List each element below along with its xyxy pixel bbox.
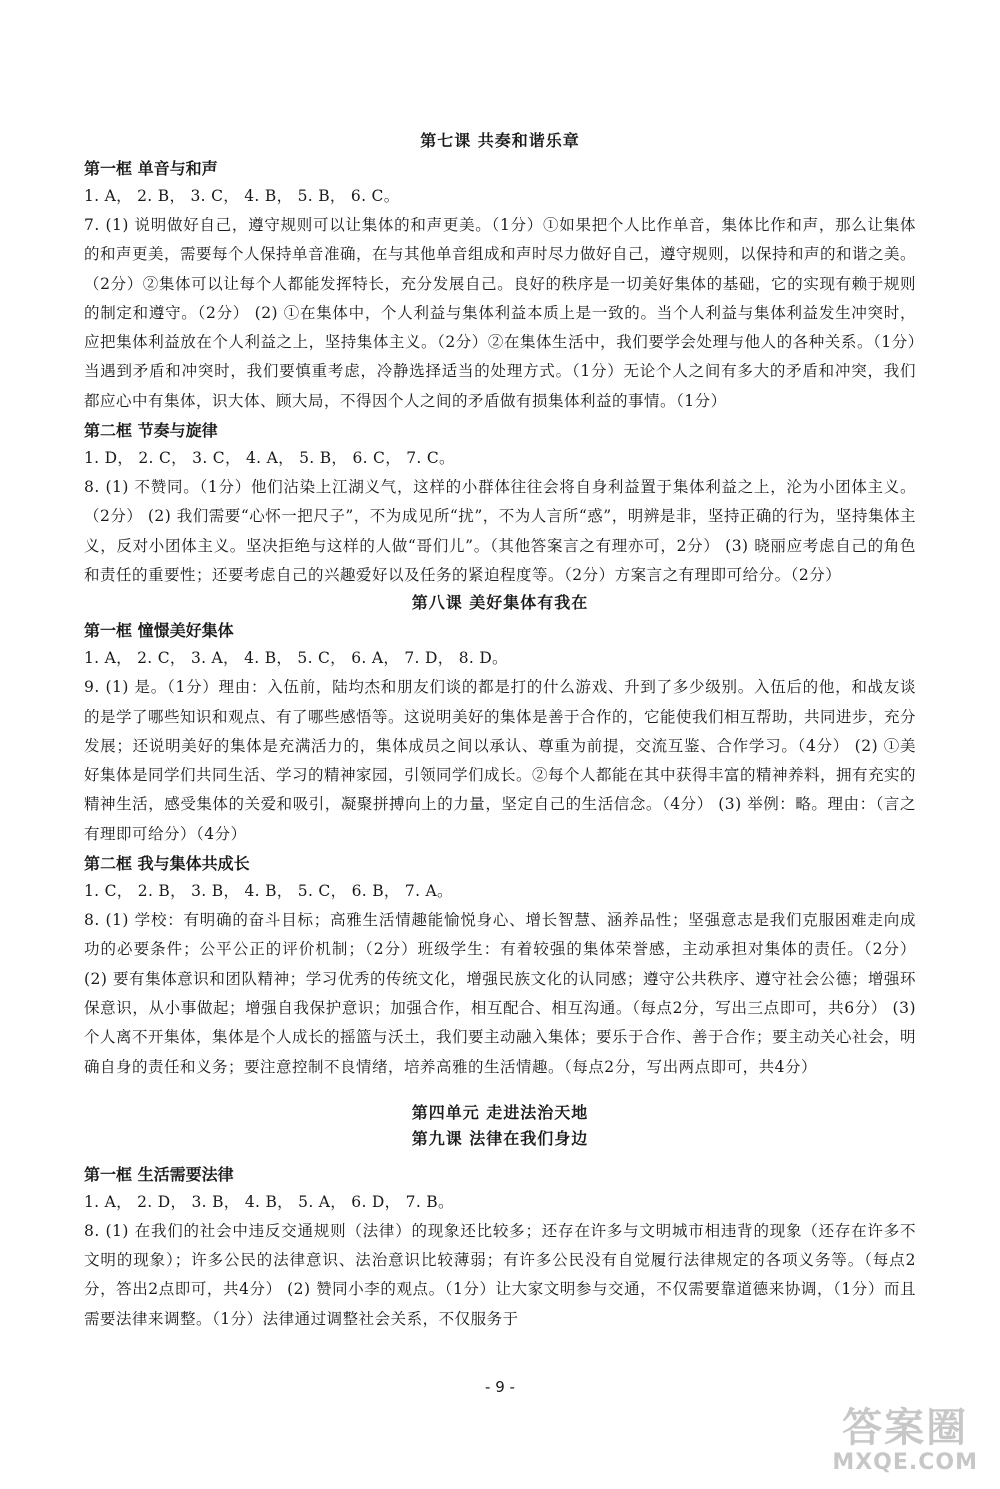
lesson9-title: 第九课 法律在我们身边 xyxy=(411,1128,589,1148)
lesson7-section1-q7-answer: 7. (1) 说明做好自己，遵守规则可以让集体的和声更美。（1分）①如果把个人比作单音，集体比作和声，那么让集体的和声更美，需要每个人保持单音准确，在与其他单音组成和声时尽力做好自己，遵守规则，以保持和声的和谐之美。（2分）②集体可以让每个人都能发挥特长，充分发展自己。良好的秩序是一切美好集体的基础，它的实现有赖于规则的制定和遵守。（2分） (2) ①在集体中，个人利益与集体利益本质上是一致的。当个人利益与集体利益发生冲突时，应把集体利益放在个人利益之上，坚持集体主义。（2分）②在集体生活中，我们要学会处理与他人的各种关系。（1分）当遇到矛盾和冲突时，我们要慎重考虑，冷静选择适当的处理方式。（1分）无论个人之间有多大的矛盾和冲突，我们都应心中有集体，识大体、顾大局，不得因个人之间的矛盾做有损集体利益的事情。（1分） xyxy=(84,216,917,410)
lesson9-section1-mc-answers: 1. A， 2. D， 3. B， 4. B， 5. A， 6. D， 7. B。 xyxy=(84,1192,454,1211)
lesson7-section2-mc-answers: 1. D， 2. C， 3. C， 4. A， 5. B， 6. C， 7. C。 xyxy=(84,449,455,468)
lesson8-section2-q8-answer: 8. (1) 学校：有明确的奋斗目标；高雅生活情趣能愉悦身心、增长智慧、涵养品性；坚强意志是我们克服困难走向成功的必要条件；公平公正的评价机制；（2分）班级学生：有着较强的集体荣誉感，主动承担对集体的责任。（2分） (2) 要有集体意识和团队精神；学习优秀的传统文化，增强民族文化的认同感；遵守公共秩序、遵守社会公德；增强环保意识，从小事做起；增强自我保护意识；加强合作，相互配合、相互沟通。（每点2分，写出三点即可，共6分） (3) 个人离不开集体，集体是个人成长的摇篮与沃土，我们要主动融入集体；要乐于合作、善于合作；要主动关心社会，明确自身的责任和义务；要注意控制不良情绪，培养高雅的生活情趣。（每点2分，写出两点即可，共4分） xyxy=(84,911,917,1076)
lesson9-section1-q8-answer: 8. (1) 在我们的社会中违反交通规则（法律）的现象还比较多；还存在许多与文明城市相违背的现象（还存在许多不文明的现象）；许多公民的法律意识、法治意识比较薄弱；有许多公民没有自觉履行法律规定的各项义务等。（每点2分，答出2点即可，共4分） (2) 赞同小李的观点。（1分）让大家文明参与交通，不仅需要靠道德来协调，（1分）而且需要法律来调整。（1分）法律通过调整社会关系，不仅服务于 xyxy=(84,1221,916,1328)
lesson7-section1-heading: 第一框 单音与和声 xyxy=(84,159,218,178)
unit4-title: 第四单元 走进法治天地 xyxy=(411,1102,589,1122)
lesson7-section2-q8-answer: 8. (1) 不赞同。（1分）他们沾染上江湖义气，这样的小群体往往会将自身利益置于集体利益之上，沦为小团体主义。（2分） (2) 我们需要“心怀一把尺子”，不为成见所“扰”，不为人言所“惑”，明辨是非，坚持正确的行为，坚持集体主义，反对小团体主义。坚决拒绝与这样的人做“哥们儿”。（其他答案言之有理亦可，2分） (3) 晓丽应考虑自己的角色和责任的重要性；还要考虑自己的兴趣爱好以及任务的紧迫程度等。（2分）方案言之有理即可给分。（2分） xyxy=(84,478,916,584)
watermark-site: MXQE.COM xyxy=(832,1450,978,1475)
lesson8-section1-q9-answer: 9. (1) 是。（1分）理由：入伍前，陆均杰和朋友们谈的都是打的什么游戏、升到了多少级别。入伍后的他，和战友谈的是学了哪些知识和观点、有了哪些感悟等。这说明美好的集体是善于合作的，它能使我们相互帮助，共同进步，充分发展；还说明美好的集体是充满活力的，集体成员之间以承认、尊重为前提，交流互鉴、合作学习。（4分） (2) ①美好集体是同学们共同生活、学习的精神家园，引领同学们成长。②每个人都能在其中获得丰富的精神养料，拥有充实的精神生活，感受集体的关爱和吸引，凝聚拼搏向上的力量，坚定自己的生活信念。（4分） (3) 举例：略。理由：（言之有理即可给分）（4分） xyxy=(84,678,917,843)
lesson7-title: 第七课 共奏和谐乐章 xyxy=(420,131,580,150)
watermark-logo xyxy=(832,1406,978,1475)
lesson8-section2-mc-answers: 1. C， 2. B， 3. B， 4. B， 5. C， 6. B， 7. A。 xyxy=(84,882,453,901)
watermark-brand: 答案圈 xyxy=(842,1405,969,1451)
lesson7-section2-heading: 第二框 节奏与旋律 xyxy=(84,421,218,441)
lesson8-section1-mc-answers: 1. A， 2. C， 3. A， 4. B， 5. C， 6. A， 7. D， 8. D。 xyxy=(84,649,508,668)
lesson8-section1-heading: 第一框 憧憬美好集体 xyxy=(84,621,234,641)
lesson8-title: 第八课 美好集体有我在 xyxy=(411,593,589,613)
page-number: - 9 - xyxy=(485,1378,515,1396)
answer-page xyxy=(84,128,916,1334)
lesson9-section1-heading: 第一框 生活需要法律 xyxy=(84,1164,234,1184)
lesson7-section1-mc-answers: 1. A， 2. B， 3. C， 4. B， 5. B， 6. C。 xyxy=(84,187,400,205)
lesson8-section2-heading: 第二框 我与集体共成长 xyxy=(84,854,250,874)
